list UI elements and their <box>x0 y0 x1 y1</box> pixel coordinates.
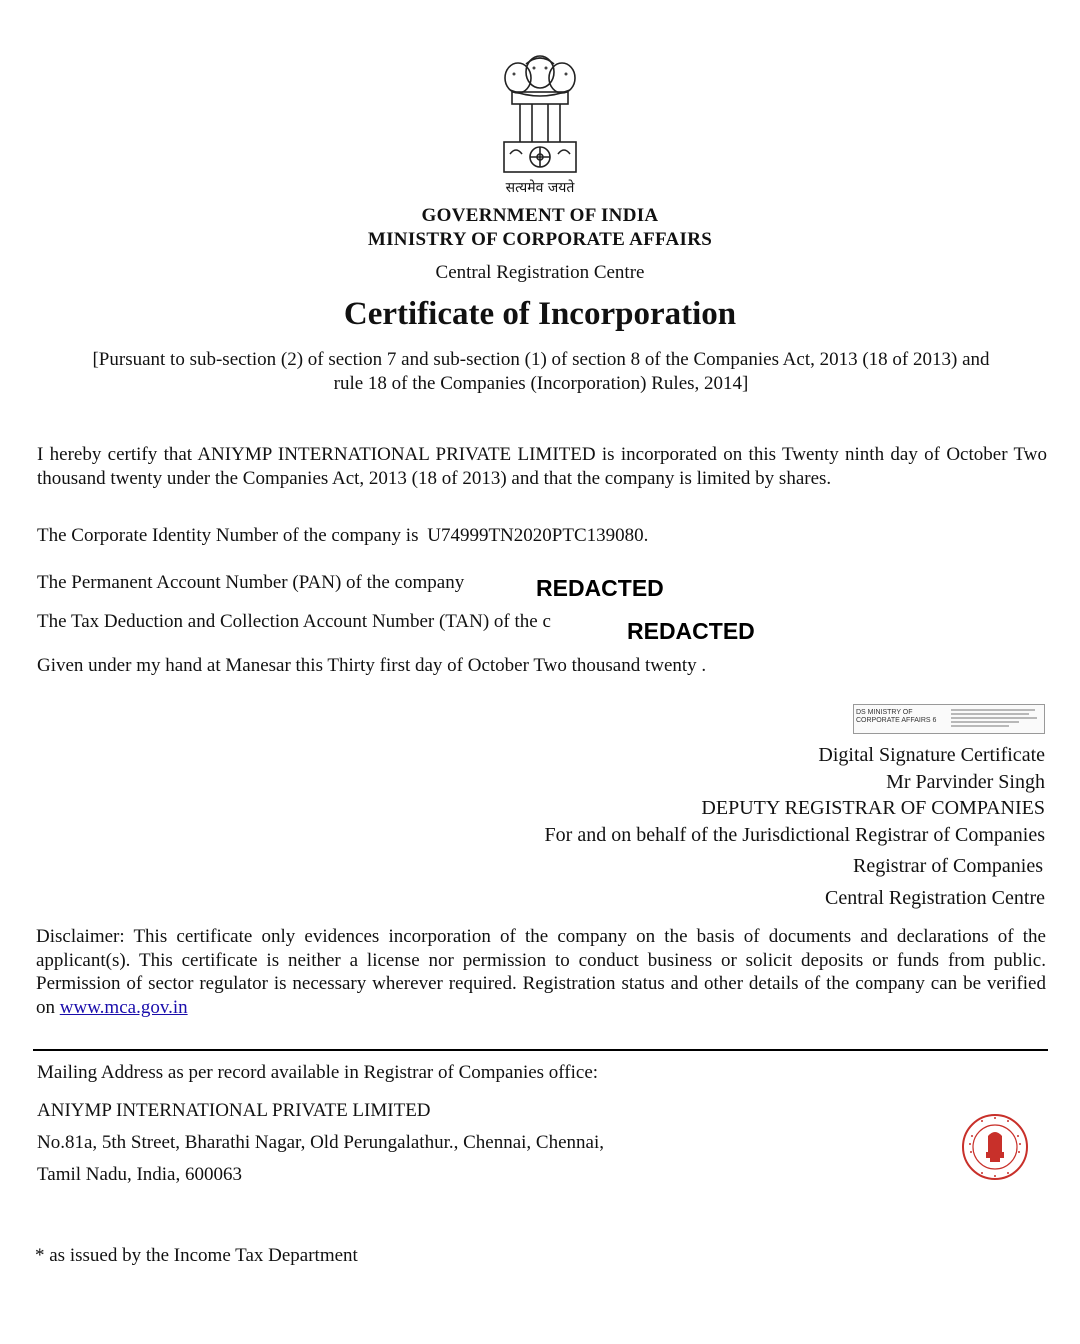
tan-label: The Tax Deduction and Collection Account Number (TAN) of the c <box>37 611 551 632</box>
footnote: * as issued by the Income Tax Department <box>35 1245 358 1266</box>
disclaimer-text: Disclaimer: This certificate only evidences incorporation of the company on the basis of documents and declarations of the applicant(s). This certificate is neither a license nor permission to conduct business or solicit deposits or funds from public. Permission of sector regulator is necessary wherever required. Registration status and other details of the company can be verified on <box>36 926 1046 1018</box>
pursuant-line-2: rule 18 of the Companies (Incorporation) Rules, 2014] <box>333 373 749 394</box>
dsc-fine-print-icon <box>949 707 1039 731</box>
signatory-designation: DEPUTY REGISTRAR OF COMPANIES <box>701 797 1045 819</box>
certification-statement: I hereby certify that ANIYMP INTERNATIONAL PRIVATE LIMITED is incorporated on this Twenty ninth day of October Two thousand twenty under the Companies Act, 2013 (18 of 2013) and that the company is limited by shares. <box>37 444 1047 489</box>
registrar-line: Registrar of Companies <box>853 855 1043 877</box>
dsc-stamp-line-1: DS MINISTRY OF <box>856 709 913 716</box>
centre-heading: Central Registration Centre <box>435 262 645 283</box>
crc-line: Central Registration Centre <box>825 887 1045 909</box>
registrar-seal-icon <box>960 1112 1030 1182</box>
mailing-address-line-1: No.81a, 5th Street, Bharathi Nagar, Old Perungalathur., Chennai, Chennai, <box>37 1132 604 1153</box>
cin-label: The Corporate Identity Number of the company is <box>37 525 419 546</box>
mca-website-link[interactable]: www.mca.gov.in <box>59 996 188 1018</box>
national-emblem-icon <box>490 44 590 184</box>
cin-value: U74999TN2020PTC139080. <box>427 525 649 546</box>
mailing-company: ANIYMP INTERNATIONAL PRIVATE LIMITED <box>37 1100 431 1121</box>
dsc-stamp-line-2: CORPORATE AFFAIRS 6 <box>856 717 937 724</box>
ministry-heading: MINISTRY OF CORPORATE AFFAIRS <box>367 229 713 250</box>
dsc-label: Digital Signature Certificate <box>818 744 1045 766</box>
on-behalf-line: For and on behalf of the Jurisdictional Registrar of Companies <box>544 824 1045 846</box>
tan-redacted: REDACTED <box>624 618 755 645</box>
cin-line <box>37 525 648 547</box>
mailing-heading: Mailing Address as per record available in Registrar of Companies office: <box>37 1062 599 1083</box>
given-statement: Given under my hand at Manesar this Thirty first day of October Two thousand twenty . <box>37 655 707 676</box>
pursuant-clause <box>36 348 1046 396</box>
government-heading: GOVERNMENT OF INDIA <box>421 205 659 226</box>
disclaimer <box>36 925 1046 1019</box>
signatory-name: Mr Parvinder Singh <box>886 771 1045 793</box>
section-divider <box>33 1049 1048 1051</box>
dsc-stamp-text <box>856 709 936 725</box>
pan-redacted: REDACTED <box>536 575 664 601</box>
digital-signature-stamp <box>853 704 1045 734</box>
pursuant-line-1: [Pursuant to sub-section (2) of section 7 and sub-section (1) of section 8 of the Companies Act, 2013 (18 of 2013) and <box>92 349 990 370</box>
mailing-address-line-2: Tamil Nadu, India, 600063 <box>37 1164 242 1185</box>
document-title: Certificate of Incorporation <box>343 296 737 332</box>
motto: सत्यमेव जयते <box>505 180 575 196</box>
pan-label: The Permanent Account Number (PAN) of the company <box>37 572 465 593</box>
